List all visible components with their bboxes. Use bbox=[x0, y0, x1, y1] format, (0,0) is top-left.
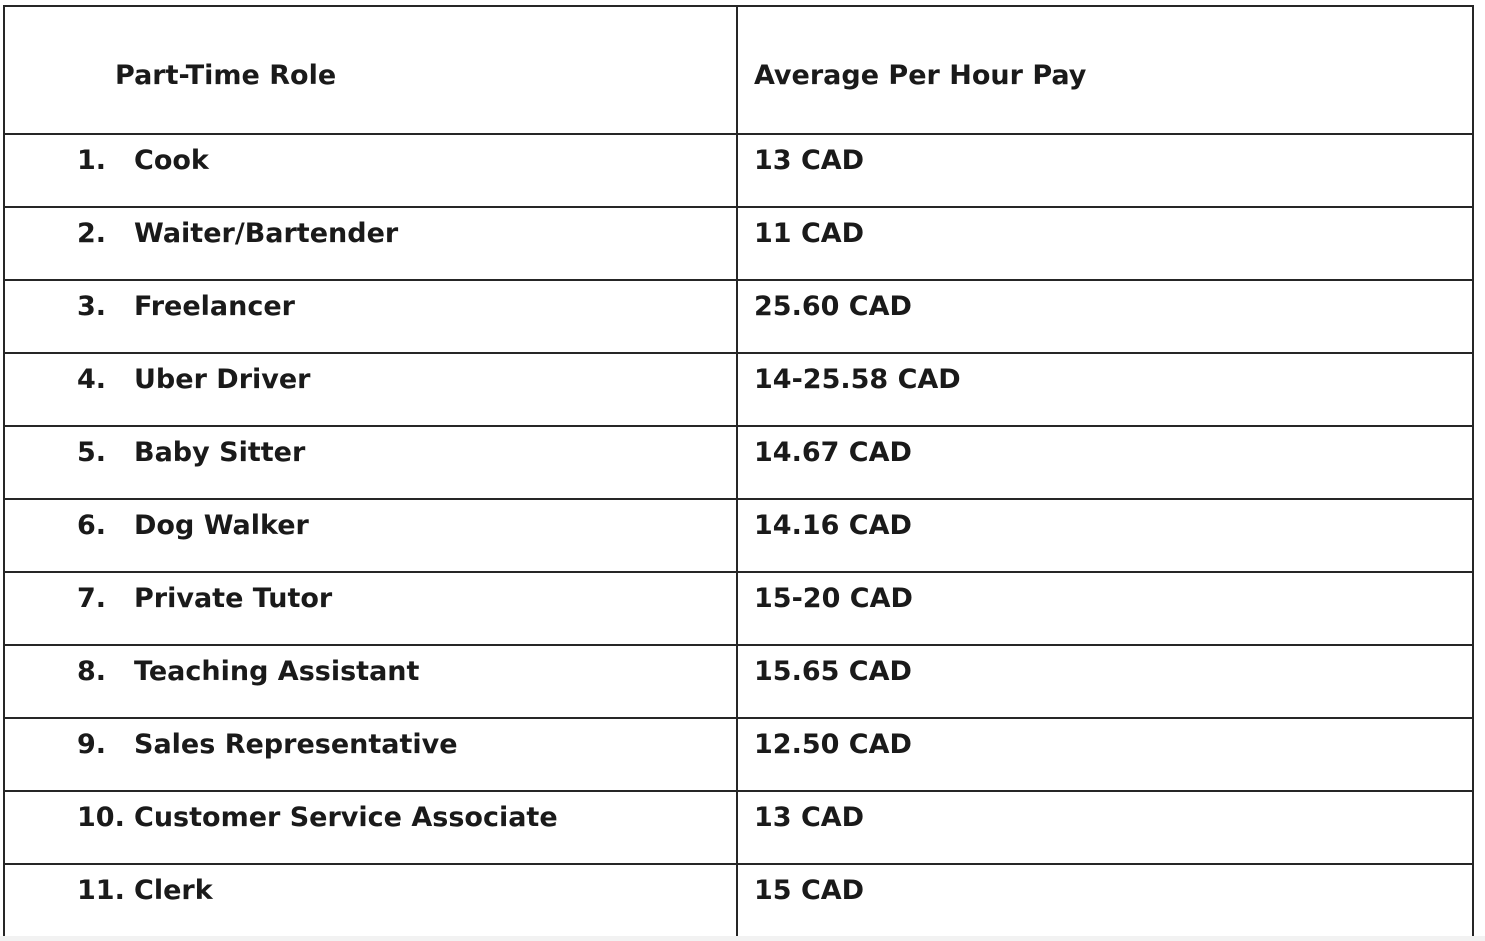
role-cell bbox=[4, 572, 737, 645]
header-cell-pay bbox=[737, 6, 1473, 134]
pay-cell bbox=[737, 718, 1473, 791]
pay-value: 25.60 CAD bbox=[754, 291, 912, 322]
pay-cell bbox=[737, 426, 1473, 499]
table-row bbox=[4, 645, 1473, 718]
pay-value: 15.65 CAD bbox=[754, 656, 912, 687]
pay-value: 15 CAD bbox=[754, 875, 865, 906]
table-row bbox=[4, 499, 1473, 572]
pay-table bbox=[3, 5, 1474, 938]
table-row bbox=[4, 353, 1473, 426]
pay-cell bbox=[737, 353, 1473, 426]
table-row bbox=[4, 718, 1473, 791]
table-row bbox=[4, 791, 1473, 864]
pay-value: 11 CAD bbox=[754, 218, 865, 249]
role-name: Baby Sitter bbox=[134, 437, 306, 468]
role-name: Clerk bbox=[134, 875, 213, 906]
role-name: Private Tutor bbox=[134, 583, 333, 614]
role-cell bbox=[4, 864, 737, 937]
pay-cell bbox=[737, 645, 1473, 718]
role-name: Freelancer bbox=[134, 291, 295, 322]
pay-value: 14-25.58 CAD bbox=[754, 364, 961, 395]
role-name: Teaching Assistant bbox=[134, 656, 420, 687]
role-cell bbox=[4, 645, 737, 718]
pay-value: 13 CAD bbox=[754, 145, 865, 176]
role-cell bbox=[4, 280, 737, 353]
role-cell bbox=[4, 499, 737, 572]
row-number: 2. bbox=[77, 218, 107, 249]
row-number: 10. bbox=[77, 802, 125, 833]
table-row bbox=[4, 134, 1473, 207]
table-row bbox=[4, 426, 1473, 499]
row-number: 9. bbox=[77, 729, 107, 760]
pay-value: 14.67 CAD bbox=[754, 437, 912, 468]
pay-cell bbox=[737, 791, 1473, 864]
header-role-label: Part-Time Role bbox=[115, 60, 337, 91]
pay-value: 12.50 CAD bbox=[754, 729, 912, 760]
role-cell bbox=[4, 426, 737, 499]
pay-value: 14.16 CAD bbox=[754, 510, 912, 541]
role-cell bbox=[4, 791, 737, 864]
pay-cell bbox=[737, 499, 1473, 572]
role-name: Customer Service Associate bbox=[134, 802, 558, 833]
pay-cell bbox=[737, 134, 1473, 207]
pay-cell bbox=[737, 572, 1473, 645]
role-name: Sales Representative bbox=[134, 729, 458, 760]
pay-value: 15-20 CAD bbox=[754, 583, 913, 614]
role-cell bbox=[4, 207, 737, 280]
role-cell bbox=[4, 718, 737, 791]
role-name: Waiter/Bartender bbox=[134, 218, 399, 249]
role-name: Dog Walker bbox=[134, 510, 309, 541]
role-cell bbox=[4, 134, 737, 207]
row-number: 7. bbox=[77, 583, 107, 614]
row-number: 5. bbox=[77, 437, 107, 468]
pay-cell bbox=[737, 280, 1473, 353]
table-header-row bbox=[4, 6, 1473, 134]
page-bottom-edge bbox=[0, 936, 1485, 941]
row-number: 11. bbox=[77, 875, 125, 906]
role-name: Uber Driver bbox=[134, 364, 311, 395]
header-cell-role bbox=[4, 6, 737, 134]
table-row bbox=[4, 280, 1473, 353]
table-row bbox=[4, 572, 1473, 645]
row-number: 1. bbox=[77, 145, 107, 176]
role-name: Cook bbox=[134, 145, 209, 176]
row-number: 3. bbox=[77, 291, 107, 322]
pay-cell bbox=[737, 864, 1473, 937]
row-number: 8. bbox=[77, 656, 107, 687]
table-row bbox=[4, 207, 1473, 280]
row-number: 4. bbox=[77, 364, 107, 395]
header-pay-label: Average Per Hour Pay bbox=[754, 60, 1087, 91]
row-number: 6. bbox=[77, 510, 107, 541]
table-row bbox=[4, 864, 1473, 937]
pay-value: 13 CAD bbox=[754, 802, 865, 833]
pay-cell bbox=[737, 207, 1473, 280]
role-cell bbox=[4, 353, 737, 426]
